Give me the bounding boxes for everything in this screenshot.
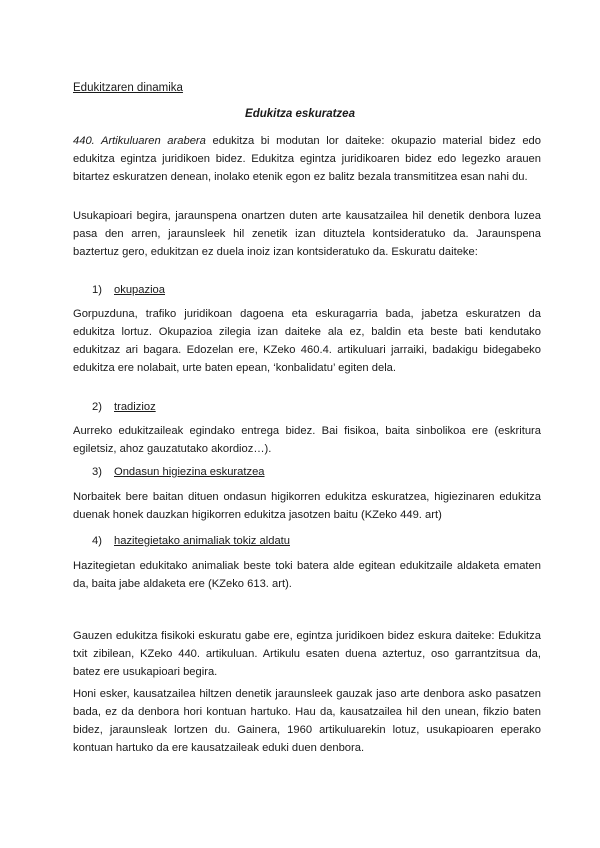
list-item-label: hazitegietako animaliak tokiz aldatu bbox=[114, 535, 290, 547]
honi-paragraph: Honi esker, kausatzailea hiltzen denetik jaraunsleek gauzak jaso arte denbora asko pasatzen bada, ez da denbora hori kontuan hartuko. Hau da, kausatzailea hil den unean, fikzio baten bidez, jaraunsleak lortzen du. Gainera, 1960 artikuluarekin lotuz, usukapioaren eperako kontuan hartuko da ere kausatzaileak eduki duen denbora. bbox=[73, 688, 541, 754]
hazitegi-paragraph: Hazitegietan edukitako animaliak beste toki batera alde egitean edukitzaile aldaketa ematen da, baita jabe aldaketa ere (KZeko 613. art). bbox=[73, 560, 541, 590]
list-item-hazitegi bbox=[92, 532, 290, 550]
section-heading: Edukitzaren dinamika bbox=[73, 82, 183, 94]
intro-text: edukitza bi modutan lor daiteke: okupazio material bidez edo edukitza egintza juridikoen bidez. Edukitza egintza juridikoaren bidez edo legezko arauen bitartez eskuratzen denean, inolako etenik egon ez balitz bezala transmititzea esan nahi du. bbox=[73, 135, 541, 183]
okupazioa-paragraph: Gorpuzduna, trafiko juridikoan dagoena eta eskuragarria bada, jabetza eskuratzen da edukitza lortuz. Okupazioa zilegia izan daiteke ala ez, baldin eta beste bati kendutako edukitzaz ari bagara. Edozelan ere, KZeko 460.4. artikuluari jarraiki, badakigu bidegabeko edukitza ere nolabait, urte baten epean, ‘konbalidatu’ egiten dela. bbox=[73, 308, 541, 374]
list-item-number: 3) bbox=[92, 466, 102, 478]
usukapio-paragraph: Usukapioari begira, jaraunspena onartzen duten arte kausatzailea hil denetik denbora luzea pasa den arren, jaraunsleek hil zenetik izan dituztela kontsideratuko da. Jaraunspena baztertuz gero, edukitzan ez duela inoiz izan kontsideratuko da. Eskuratu daiteke: bbox=[73, 210, 541, 258]
list-item-label: tradizioz bbox=[114, 401, 156, 413]
list-item-okupazioa bbox=[92, 281, 165, 299]
list-item-number: 4) bbox=[92, 535, 102, 547]
list-item-label: Ondasun higiezina eskuratzea bbox=[114, 466, 265, 478]
tradizioz-paragraph: Aurreko edukitzaileak egindako entrega bidez. Bai fisikoa, baita sinbolikoa ere (eskritura egiletsiz, ahoz gauzatutako akordioz…). bbox=[73, 425, 541, 455]
ondasun-paragraph: Norbaitek bere baitan dituen ondasun higikorren edukitza eskuratzea, higiezinaren edukitza duenak honek dauzkan higikorren edukitza jasotzen baitu (KZeko 449. art) bbox=[73, 491, 541, 521]
intro-italic: 440. Artikuluaren arabera bbox=[73, 135, 206, 147]
gauzen-paragraph: Gauzen edukitza fisikoki eskuratu gabe ere, egintza juridikoen bidez eskura daiteke: Edukitza txit zibilean, KZeko 440. artikuluan. Artikulu esaten duena aztertuz, oso garrantzitsua da, batez ere usukapioari begira. bbox=[73, 630, 541, 678]
list-item-tradizioz bbox=[92, 398, 156, 416]
page-title: Edukitza eskuratzea bbox=[245, 108, 355, 120]
list-item-number: 1) bbox=[92, 284, 102, 296]
intro-paragraph bbox=[73, 132, 541, 186]
list-item-number: 2) bbox=[92, 401, 102, 413]
list-item-ondasun bbox=[92, 463, 265, 481]
list-item-label: okupazioa bbox=[114, 284, 166, 296]
